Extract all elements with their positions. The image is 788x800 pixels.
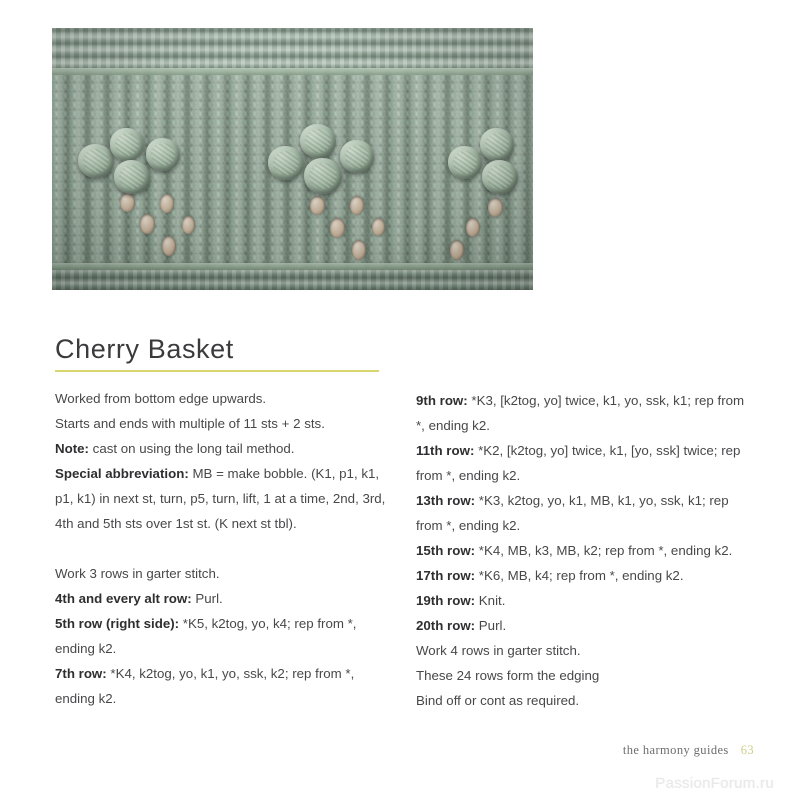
instruction-text: Purl. <box>475 618 507 633</box>
instruction-text: *K3, [k2tog, yo] twice, k1, yo, ssk, k1; rep from *, ending k2. <box>416 393 745 433</box>
instruction-line <box>55 586 393 611</box>
instruction-text: *K2, [k2tog, yo] twice, k1, [yo, ssk] twice; rep from *, ending k2. <box>416 443 741 483</box>
eyelet-hole <box>488 198 503 217</box>
instruction-text: MB = make bobble. (K1, p1, k1, p1, k1) in next st, turn, p5, turn, lift, 1 at a time, 2nd, 3rd, 4th and 5th sts over 1st st. (K next st tbl). <box>55 466 386 531</box>
eyelet-hole <box>182 216 195 234</box>
instruction-line <box>416 388 754 438</box>
bobble-cherry <box>300 124 336 158</box>
instruction-text: *K6, MB, k4; rep from *, ending k2. <box>475 568 684 583</box>
instruction-label: 7th row: <box>55 666 107 681</box>
instruction-text: Work 4 rows in garter stitch. <box>416 643 581 658</box>
right-column <box>416 388 754 713</box>
instruction-line <box>55 436 393 461</box>
instruction-text: *K5, k2tog, yo, k4; rep from *, ending k2. <box>55 616 357 656</box>
page-footer <box>623 743 754 758</box>
instruction-text: *K4, MB, k3, MB, k2; rep from *, ending k2. <box>475 543 733 558</box>
bobble-cherry <box>110 128 144 161</box>
instruction-label: 11th row: <box>416 443 475 458</box>
bobble-cherry <box>78 144 114 178</box>
instruction-line <box>416 688 754 713</box>
instruction-text: Bind off or cont as required. <box>416 693 580 708</box>
instruction-label: Note: <box>55 441 89 456</box>
instruction-line <box>416 613 754 638</box>
eyelet-hole <box>466 218 480 237</box>
instruction-line <box>55 611 393 661</box>
eyelet-hole <box>310 196 325 215</box>
watermark: PassionForum.ru <box>655 775 774 792</box>
eyelet-hole <box>330 218 345 238</box>
instruction-label: 4th and every alt row: <box>55 591 192 606</box>
bobble-cherry <box>448 146 482 179</box>
page-title: Cherry Basket <box>55 334 234 364</box>
instruction-text: Work 3 rows in garter stitch. <box>55 566 220 581</box>
ridge-line-bottom <box>52 263 533 270</box>
bobble-cherry <box>482 160 518 194</box>
instruction-label: 20th row: <box>416 618 476 633</box>
bobble-cherry <box>268 146 304 180</box>
instruction-text: Starts and ends with multiple of 11 sts + 2 sts. <box>55 416 325 431</box>
instruction-line <box>416 538 754 563</box>
page-number: 63 <box>740 743 754 757</box>
instruction-text: *K3, k2tog, yo, k1, MB, k1, yo, ssk, k1; rep from *, ending k2. <box>416 493 729 533</box>
left-column <box>55 386 393 711</box>
instruction-text: cast on using the long tail method. <box>88 441 295 456</box>
instruction-label: 17th row: <box>416 568 476 583</box>
garter-band-bottom <box>52 268 533 290</box>
bobble-cherry <box>304 158 342 194</box>
instruction-text: *K4, k2tog, yo, k1, yo, ssk, k2; rep from *, ending k2. <box>55 666 355 706</box>
instruction-line <box>55 561 393 586</box>
bobble-cherry <box>340 140 374 173</box>
instruction-line <box>55 411 393 436</box>
instruction-label: 15th row: <box>416 543 476 558</box>
ridge-line-top <box>52 68 533 75</box>
instruction-line <box>416 588 754 613</box>
knitted-fabric <box>52 28 533 290</box>
instruction-line <box>416 563 754 588</box>
eyelet-hole <box>372 218 385 236</box>
instruction-text: Knit. <box>475 593 506 608</box>
instruction-line <box>416 663 754 688</box>
eyelet-hole <box>350 196 364 215</box>
instruction-text: Worked from bottom edge upwards. <box>55 391 267 406</box>
instruction-text: Purl. <box>191 591 223 606</box>
column-spacer <box>55 536 393 561</box>
eyelet-hole <box>352 240 366 260</box>
instruction-label: 19th row: <box>416 593 476 608</box>
eyelet-hole <box>140 214 155 234</box>
instruction-label: Special abbreviation: <box>55 466 189 481</box>
instruction-label: 9th row: <box>416 393 468 408</box>
eyelet-hole <box>120 193 135 212</box>
garter-band-top <box>52 28 533 70</box>
eyelet-hole <box>160 194 174 213</box>
swatch-photo <box>52 28 533 290</box>
bobble-cherry <box>146 138 180 171</box>
bobble-cherry <box>114 160 150 194</box>
title-rule <box>55 370 379 372</box>
instruction-line <box>416 438 754 488</box>
book-series-name: the harmony guides <box>622 743 729 757</box>
instruction-label: 5th row (right side): <box>55 616 180 631</box>
instruction-line <box>416 488 754 538</box>
instruction-line <box>55 661 393 711</box>
instruction-line <box>416 638 754 663</box>
instruction-label: 13th row: <box>416 493 476 508</box>
instruction-text: These 24 rows form the edging <box>416 668 600 683</box>
eyelet-hole <box>162 236 176 256</box>
eyelet-hole <box>450 240 464 260</box>
instruction-line <box>55 461 393 536</box>
instruction-line <box>55 386 393 411</box>
bobble-cherry <box>480 128 514 161</box>
